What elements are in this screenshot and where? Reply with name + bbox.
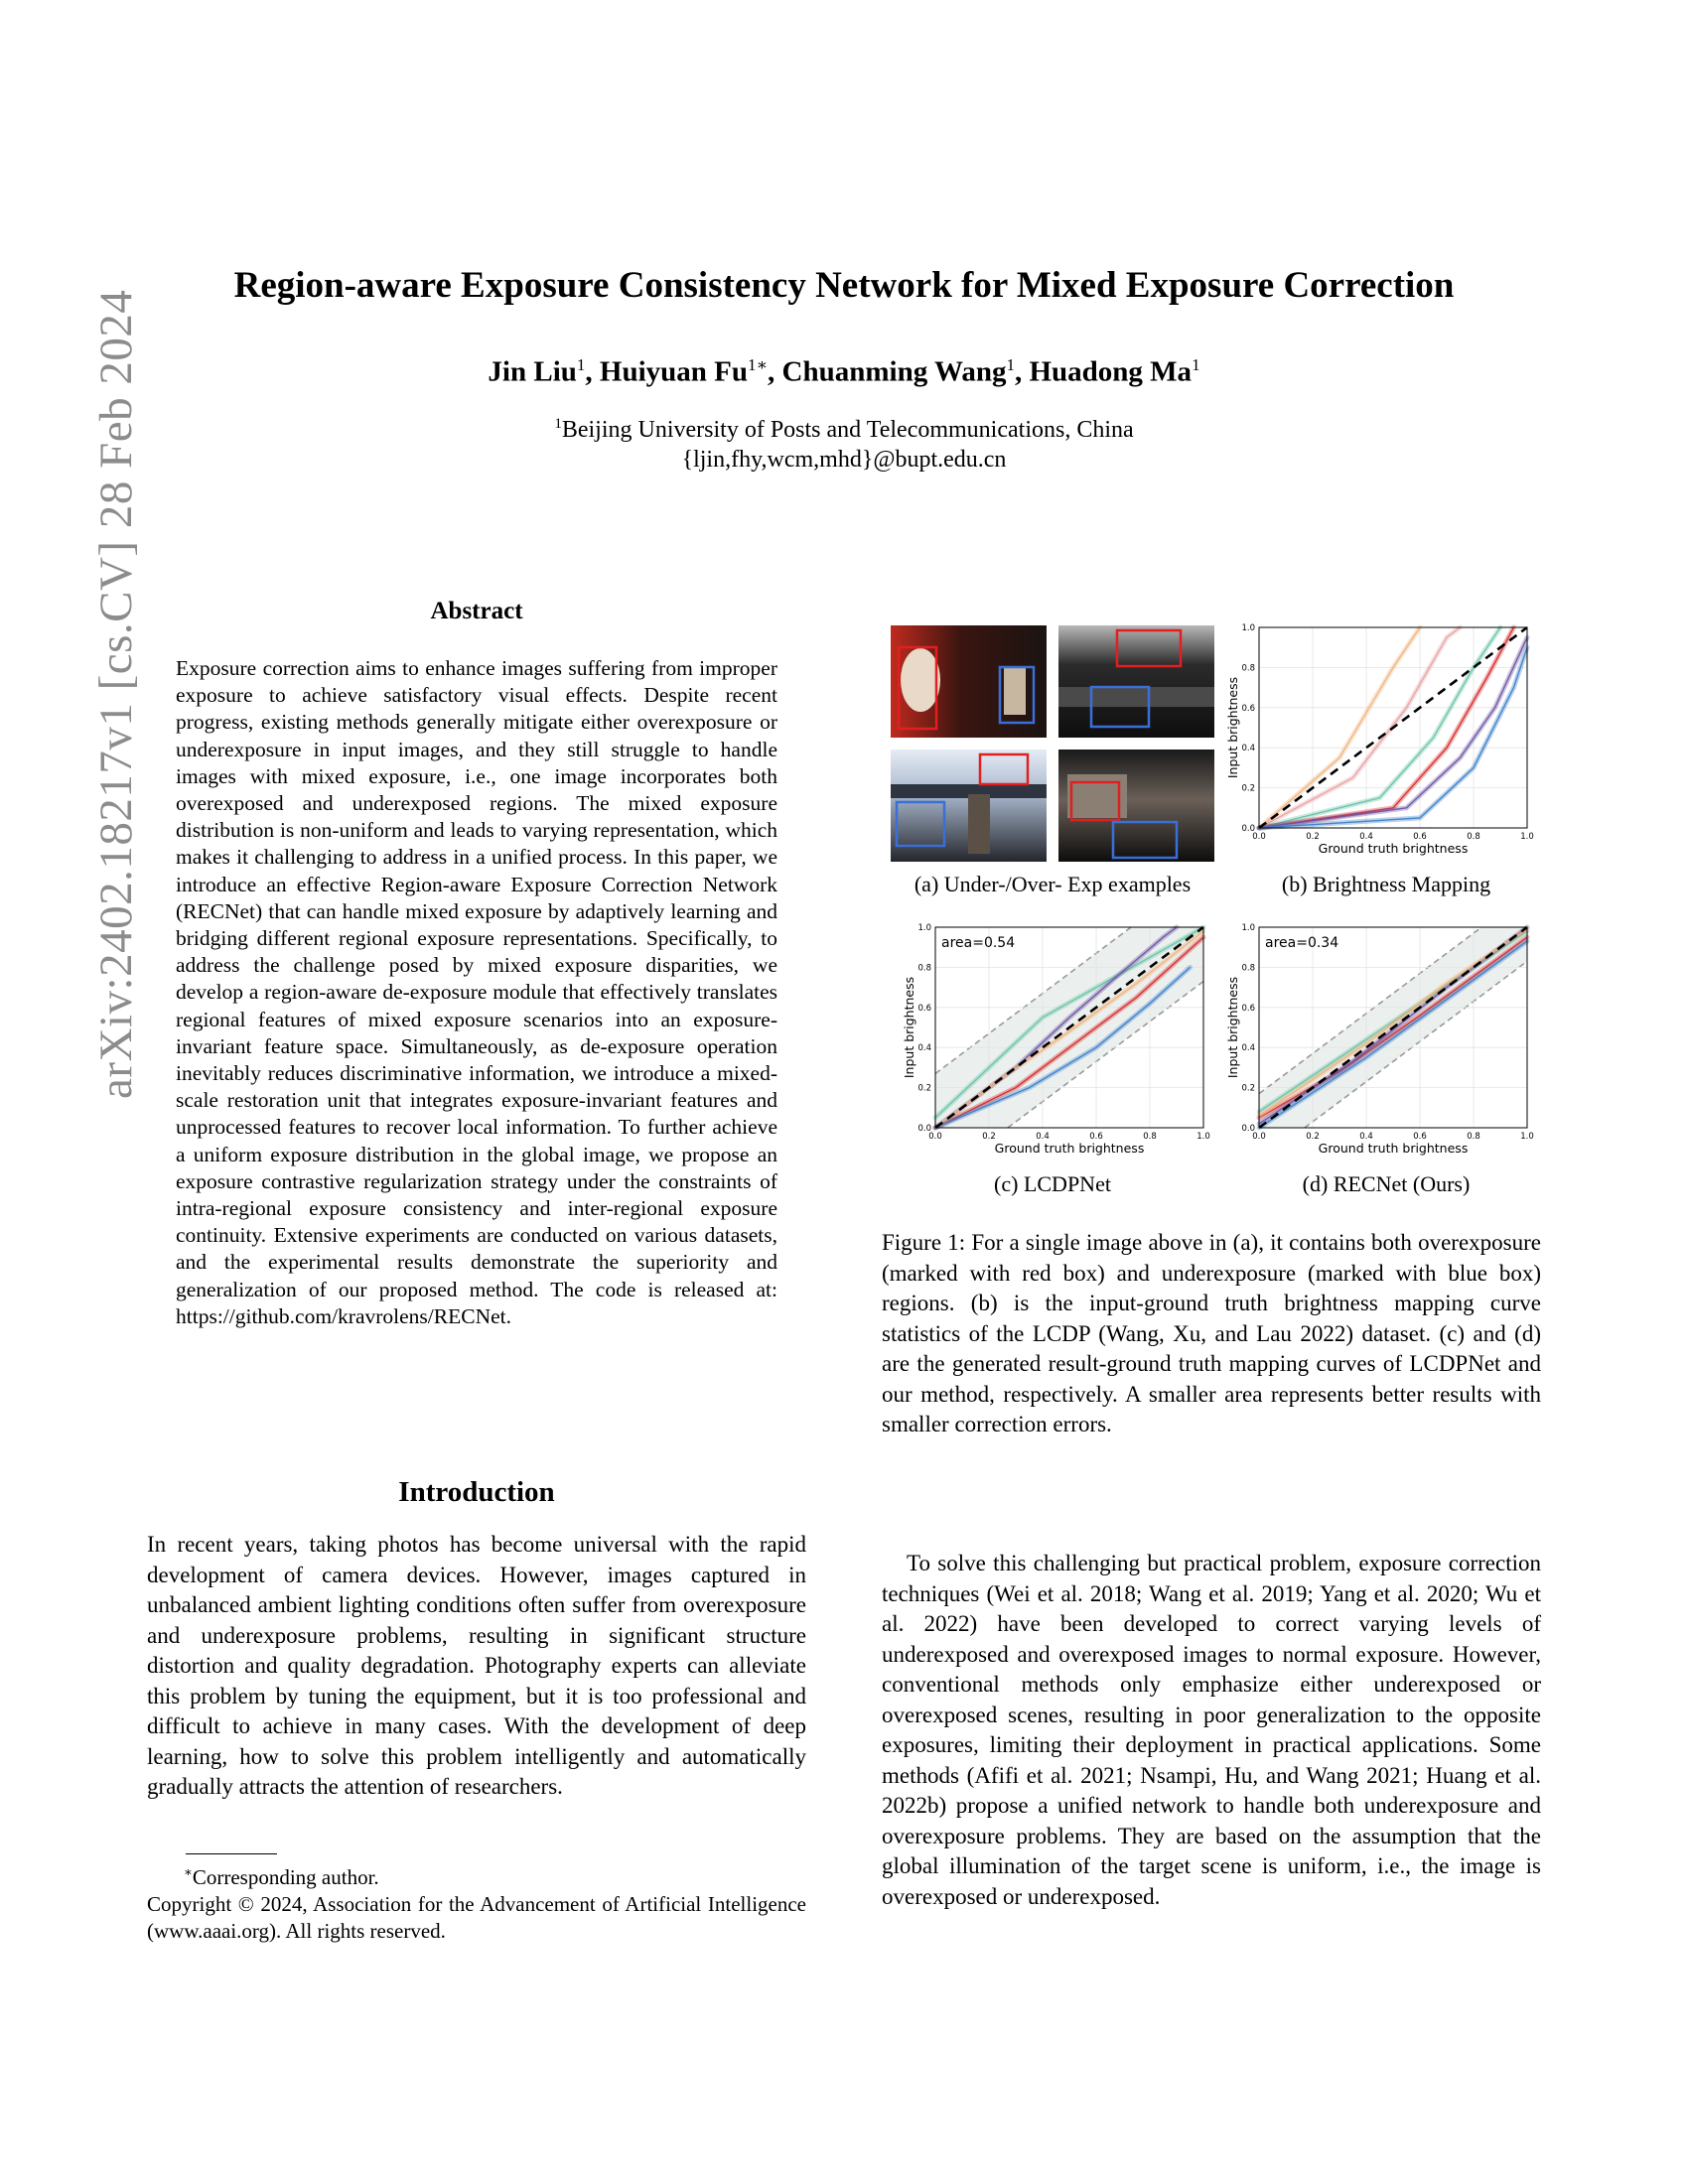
affiliation-block <box>0 409 1688 475</box>
y-axis-label: Input brightness <box>902 976 916 1079</box>
abstract-heading: Abstract <box>430 598 523 624</box>
introduction-body: In recent years, taking photos has become universal with the rapid development of camera devices. However, images captured in unbalanced ambient lighting conditions often suffer from overexposure and underexposure problems, resulting in significant structure distortion and quality degradation. Photography experts can alleviate this problem by tuning the equipment, but it is too professional and difficult to achieve in many cases. With the development of deep learning, how to solve this problem intelligently and automatically gradually attracts the attention of researchers. <box>147 1532 806 1799</box>
footnote-block <box>147 1858 806 1945</box>
x-tick-label: 0.6 <box>1089 1132 1103 1142</box>
author-mark: 1 <box>1006 355 1015 374</box>
y-tick-label: 0.6 <box>917 1003 931 1014</box>
x-tick-label: 0.8 <box>1467 1132 1480 1142</box>
paper-title: Region-aware Exposure Consistency Network for Mixed Exposure Correction <box>233 265 1455 306</box>
x-tick-label: 0.8 <box>1143 1132 1157 1142</box>
subcaption-a: (a) Under-/Over- Exp examples <box>914 872 1192 896</box>
figure-1-panel-c <box>891 919 1214 1167</box>
figure-1-panel-d <box>1214 919 1542 1167</box>
footnote-corresponding: ∗Corresponding author. <box>184 1864 379 1889</box>
x-tick-label: 0.4 <box>1036 1132 1050 1142</box>
y-tick-label: 1.0 <box>1241 623 1255 633</box>
x-tick-label: 1.0 <box>1520 832 1534 842</box>
abstract-body: Exposure correction aims to enhance images suffering from improper exposure to achieve satisfactory visual effects. Despite recent progress, existing methods generally mitigate either overexposure or underexposure in input images, and they still struggle to handle images with mixed exposure, i.e., one image incorporates both overexposed and underexposed regions. The mixed exposure distribution is non-uniform and leads to varying representation, which makes it challenging to address in a unified process. In this paper, we introduce an effective Region-aware Exposure Correction Network (RECNet) that can handle mixed exposure by adaptively learning and bridging different regional exposure representations. Specifically, to address the challenge posed by mixed exposure disparities, we develop a region-aware de-exposure module that effectively translates regional features of mixed exposure scenarios into an exposure-invariant feature space. Simultaneously, as de-exposure operation inevitably reduces discriminative information, we introduce a mixed-scale restoration unit that integrates exposure-invariant features and unprocessed features to recover local information. To further achieve a uniform exposure distribution in the global image, we propose an exposure contrastive regularization strategy under the constraints of intra-regional exposure consistency and inter-regional exposure continuity. Extensive experiments are conducted on various datasets, and the experimental results demonstrate the superiority and generalization of our proposed method. The code is released at: https://github.com/kravrolens/RECNet. <box>176 656 777 1328</box>
subcaption-d: (d) RECNet (Ours) <box>1302 1171 1471 1196</box>
author-mark: 1 <box>1192 355 1200 374</box>
x-tick-label: 0.2 <box>982 1132 996 1142</box>
affiliation: $^1$Beijing University of Posts and Telecommunications, China <box>554 416 1134 443</box>
x-tick-label: 0.0 <box>1252 832 1266 842</box>
y-tick-label: 0.0 <box>917 1124 931 1134</box>
y-tick-label: 0.4 <box>1241 744 1255 754</box>
area-annotation: area=0.34 <box>1265 935 1339 951</box>
example-image-4 <box>1058 750 1214 862</box>
y-axis-label: Input brightness <box>1225 976 1240 1079</box>
x-tick-label: 0.6 <box>1413 1132 1427 1142</box>
x-tick-label: 0.2 <box>1306 1132 1320 1142</box>
y-tick-label: 0.0 <box>1241 1124 1255 1134</box>
y-tick-label: 0.6 <box>1241 703 1255 714</box>
y-tick-label: 0.2 <box>917 1083 931 1094</box>
x-tick-label: 0.8 <box>1467 832 1480 842</box>
x-tick-label: 0.2 <box>1306 832 1320 842</box>
right-column-body: To solve this challenging but practical problem, exposure correction techniques (Wei et al. 2018; Wang et al. 2019; Yang et al. 2020; Wu et al. 2022) have been developed to correct varying levels of underexposed and overexposed images to normal exposure. However, conventional methods only emphasize either underexposed or overexposed scenes, resulting in poor generalization to the opposite exposures, limiting their deployment in practical applications. Some methods (Afifi et al. 2021; Nsampi, Hu, and Wang 2021; Huang et al. 2022b) propose a unified network to handle both underexposure and overexposure problems. They are based on the assumption that the global illumination of the target scene is uniform, i.e., the image is overexposed or underexposed. <box>882 1551 1541 1909</box>
x-tick-label: 1.0 <box>1520 1132 1534 1142</box>
y-tick-label: 0.6 <box>1241 1003 1255 1014</box>
y-tick-label: 0.2 <box>1241 783 1255 794</box>
author-emails: {ljin,fhy,wcm,mhd}@bupt.edu.cn <box>681 447 1007 473</box>
author-name: Chuanming Wang <box>781 355 1007 388</box>
x-tick-label: 0.4 <box>1359 832 1373 842</box>
example-image-3 <box>891 750 1047 862</box>
footnote-rule <box>186 1853 277 1854</box>
lcdpnet-mapping-chart <box>891 919 1214 1167</box>
y-tick-label: 0.8 <box>1241 963 1255 974</box>
recnet-mapping-chart <box>1214 919 1542 1167</box>
y-tick-label: 1.0 <box>917 923 931 933</box>
y-axis-label: Input brightness <box>1225 676 1240 779</box>
author-name: Huadong Ma <box>1029 355 1193 388</box>
author-mark: 1 <box>576 355 586 374</box>
example-image-1 <box>891 625 1047 738</box>
y-tick-label: 0.8 <box>917 963 931 974</box>
y-tick-label: 0.0 <box>1241 824 1255 834</box>
y-tick-label: 1.0 <box>1241 923 1255 933</box>
y-tick-label: 0.2 <box>1241 1083 1255 1094</box>
subcaption-b: (b) Brightness Mapping <box>1281 872 1491 896</box>
author-name: Jin Liu <box>488 355 577 388</box>
figure-1-caption: Figure 1: For a single image above in (a), it contains both overexposure (marked with red box) and underexposure (marked with blue box) regions. (b) is the input-ground truth brightness mapping curve statistics of the LCDP (Wang, Xu, and Lau 2022) dataset. (c) and (d) are the generated result-ground truth mapping curves of LCDPNet and our method, respectively. A smaller area represents better results with smaller correction errors. <box>882 1230 1541 1436</box>
y-tick-label: 0.4 <box>1241 1043 1255 1054</box>
example-image-2 <box>1058 625 1214 738</box>
subcaption-c: (c) LCDPNet <box>994 1171 1111 1196</box>
brightness-mapping-chart <box>1214 619 1542 868</box>
x-tick-label: 0.6 <box>1413 832 1427 842</box>
footnote-copyright: Copyright © 2024, Association for the Advancement of Artificial Intelligence (www.aaai.org). All rights reserved. <box>147 1892 806 1943</box>
x-tick-label: 0.0 <box>928 1132 942 1142</box>
x-axis-label: Ground truth brightness <box>1318 1141 1469 1156</box>
x-tick-label: 0.0 <box>1252 1132 1266 1142</box>
x-axis-label: Ground truth brightness <box>994 1141 1145 1156</box>
author-name: Huiyuan Fu <box>599 355 748 388</box>
arxiv-stamp: arXiv:2402.18217v1 [cs.CV] 28 Feb 2024 <box>90 289 142 1099</box>
x-axis-label: Ground truth brightness <box>1318 841 1469 856</box>
author-mark: 1∗ <box>747 355 769 374</box>
figure-1-panel-a <box>891 625 1214 862</box>
area-annotation: area=0.54 <box>941 935 1016 951</box>
x-tick-label: 0.4 <box>1359 1132 1373 1142</box>
figure-1-panel-b <box>1214 619 1542 868</box>
introduction-heading: Introduction <box>398 1476 555 1508</box>
x-tick-label: 1.0 <box>1196 1132 1210 1142</box>
y-tick-label: 0.4 <box>917 1043 931 1054</box>
y-tick-label: 0.8 <box>1241 663 1255 674</box>
author-list: Jin Liu$^1$, Huiyuan $Fu^{1∗}$, Chuanming Wang$^1$, Huadong Ma$^1$ <box>488 355 1200 388</box>
